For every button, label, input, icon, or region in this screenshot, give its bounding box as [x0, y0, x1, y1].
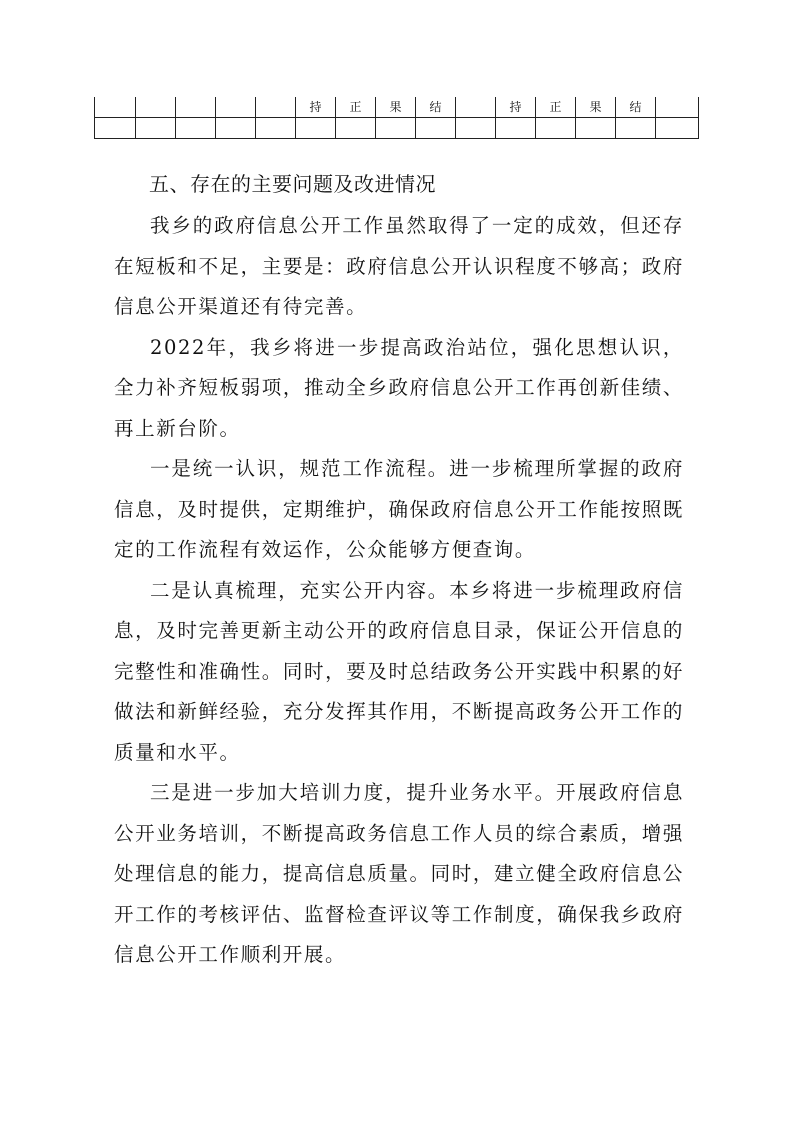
- table-cell: [296, 118, 336, 139]
- table-cell: [216, 97, 256, 118]
- table-cell: [216, 118, 256, 139]
- table-row: [95, 118, 699, 139]
- table-cell: 果: [376, 97, 416, 118]
- table-cell: 持: [296, 97, 336, 118]
- table-cell: [656, 118, 699, 139]
- paragraph-plan-2022: 2022年，我乡将进一步提高政治站位，强化思想认识，全力补齐短板弱项，推动全乡政府信息公开工作再创新佳绩、再上新台阶。: [114, 335, 684, 440]
- table-cell: [576, 118, 616, 139]
- table-cell: [416, 118, 456, 139]
- table-cell: [95, 97, 136, 118]
- data-table: [94, 97, 699, 139]
- table-cell: [456, 97, 496, 118]
- section-body: [114, 206, 684, 976]
- table-cell: [376, 118, 416, 139]
- table-cell: [656, 97, 699, 118]
- section-heading: 五、存在的主要问题及改进情况: [149, 172, 436, 196]
- table-cell: 持: [496, 97, 536, 118]
- paragraph-problems: 我乡的政府信息公开工作虽然取得了一定的成效，但还存在短板和不足，主要是：政府信息公开认识程度不够高；政府信息公开渠道还有待完善。: [114, 214, 684, 318]
- table-cell: [336, 118, 376, 139]
- table-cell: [256, 97, 296, 118]
- table-cell: [176, 97, 216, 118]
- table-cell: [95, 118, 136, 139]
- table-cell: [136, 118, 176, 139]
- table-cell: [256, 118, 296, 139]
- table-row: [95, 97, 699, 118]
- table-cell: 结: [416, 97, 456, 118]
- table-cell: [616, 118, 656, 139]
- table-cell: [136, 97, 176, 118]
- table-cell: [496, 118, 536, 139]
- paragraph-measure-three: 三是进一步加大培训力度，提升业务水平。开展政府信息公开业务培训，不断提高政务信息工作人员的综合素质，增强处理信息的能力，提高信息质量。同时，建立健全政府信息公开工作的考核评估、监督检查评议等工作制度，确保我乡政府信息公开工作顺利开展。: [114, 781, 684, 966]
- paragraph-measure-two: 二是认真梳理，充实公开内容。本乡将进一步梳理政府信息，及时完善更新主动公开的政府信息目录，保证公开信息的完整性和准确性。同时，要及时总结政务公开实践中积累的好做法和新鲜经验，充分发挥其作用，不断提高政务公开工作的质量和水平。: [114, 578, 684, 764]
- table-cell: 正: [336, 97, 376, 118]
- table-cell: [176, 118, 216, 139]
- table-cell: 结: [616, 97, 656, 118]
- paragraph-measure-one: 一是统一认识，规范工作流程。进一步梳理所掌握的政府信息，及时提供，定期维护，确保政府信息公开工作能按照既定的工作流程有效运作，公众能够方便查询。: [114, 457, 684, 561]
- table-cell: 果: [576, 97, 616, 118]
- table-cell: [536, 118, 576, 139]
- table-cell: [456, 118, 496, 139]
- table-cell: 正: [536, 97, 576, 118]
